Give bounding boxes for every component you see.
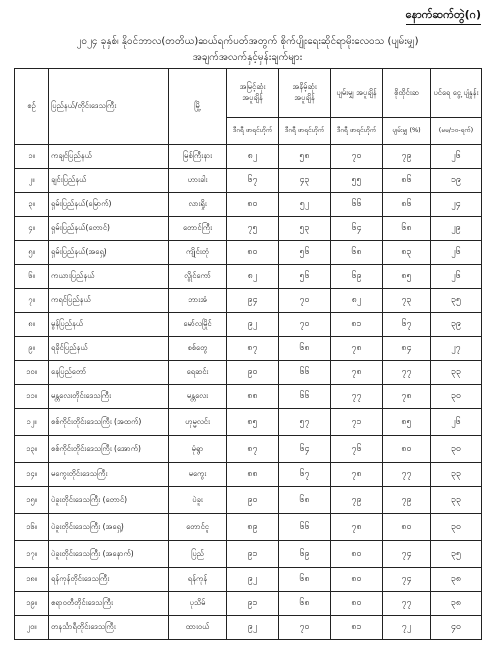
cell-evaporation: ၁၉ — [431, 169, 482, 193]
table-row — [15, 541, 482, 568]
cell-region: ရခိုင်ပြည်နယ် — [49, 337, 169, 361]
cell-humidity: ၇၄ — [383, 541, 431, 568]
cell-max-temp: ၈၇ — [227, 337, 279, 361]
table-row — [15, 337, 482, 361]
cell-min-temp: ၅၂ — [279, 193, 331, 217]
table-row — [15, 568, 482, 592]
unit-evaporation: (မမ/၁၀-ရက်) — [431, 118, 482, 145]
cell-max-temp: ၈၇ — [227, 436, 279, 463]
cell-region: စစ်ကိုင်းတိုင်းဒေသကြီး (အထက်) — [49, 409, 169, 436]
cell-avg-temp: ၇၆ — [331, 436, 383, 463]
cell-min-temp: ၆၉ — [279, 541, 331, 568]
cell-region: မန္တလေးတိုင်းဒေသကြီး — [49, 385, 169, 409]
annex-label: နောက်ဆက်တွဲ(ဂ) — [406, 8, 481, 25]
unit-max-temp: ဒီဂရီ ဖာရင်ဟိုက် — [227, 118, 279, 145]
cell-evaporation: ၃၈ — [431, 568, 482, 592]
cell-max-temp: ၈၈ — [227, 463, 279, 487]
cell-humidity: ၇၈ — [383, 385, 431, 409]
table-row — [15, 169, 482, 193]
table-row — [15, 592, 482, 616]
cell-region: ပဲခူးတိုင်းဒေသကြီး (အရှေ့) — [49, 514, 169, 541]
header-region: ပြည်နယ်/တိုင်းဒေသကြီး — [49, 69, 169, 145]
document-title: ၂၀၂၄ ခုနှစ်၊ နိုဝင်ဘာလ(တတိယ)ဆယ်ရက်ပတ်အတွက် စိုက်ပျိုးရေးဆိုင်ရာမိုးလေဝသ (ပျမ်းမျှ) — [76, 36, 419, 47]
table-row — [15, 145, 482, 169]
cell-evaporation: ၄၀ — [431, 616, 482, 640]
cell-avg-temp: ၈၀ — [331, 592, 383, 616]
header-evaporation: ပင်ရေ ငွေ့ ပျံနှုန်း — [431, 69, 482, 118]
table-row — [15, 616, 482, 640]
cell-humidity: ၈၄ — [383, 337, 431, 361]
cell-humidity: ၆၈ — [383, 217, 431, 241]
cell-evaporation: ၃၃ — [431, 487, 482, 514]
cell-avg-temp: ၈၀ — [331, 568, 383, 592]
cell-city: ပြည် — [169, 541, 227, 568]
cell-avg-temp: ၇၈ — [331, 361, 383, 385]
cell-evaporation: ၂၆ — [431, 409, 482, 436]
cell-evaporation: ၃၅ — [431, 289, 482, 313]
cell-city: ဘားအံ — [169, 289, 227, 313]
cell-region: မကွေးတိုင်းဒေသကြီး — [49, 463, 169, 487]
table-row — [15, 241, 482, 265]
cell-max-temp: ၉၁ — [227, 541, 279, 568]
cell-max-temp: ၉၂ — [227, 616, 279, 640]
cell-city: မော်လမြိုင် — [169, 313, 227, 337]
cell-humidity: ၇၉ — [383, 487, 431, 514]
cell-no: ၁။ — [15, 145, 49, 169]
cell-humidity: ၇၇ — [383, 463, 431, 487]
cell-region: မွန်ပြည်နယ် — [49, 313, 169, 337]
cell-max-temp: ၈၈ — [227, 385, 279, 409]
cell-min-temp: ၇၀ — [279, 289, 331, 313]
cell-no: ၁၀။ — [15, 361, 49, 385]
cell-no: ၁၉။ — [15, 592, 49, 616]
header-min-temp: အနိမ့်ဆုံး အပူချိန် — [279, 69, 331, 118]
table-row — [15, 409, 482, 436]
table-row — [15, 193, 482, 217]
cell-evaporation: ၂၉ — [431, 217, 482, 241]
cell-min-temp: ၆၈ — [279, 568, 331, 592]
cell-city: ရန်ကုန် — [169, 568, 227, 592]
cell-evaporation: ၃၀ — [431, 514, 482, 541]
table-row — [15, 436, 482, 463]
header-max-temp: အမြင့်ဆုံး အပူချိန် — [227, 69, 279, 118]
header-avg-temp: ပျမ်းမျှ အပူချိန် — [331, 69, 383, 118]
cell-humidity: ၈၆ — [383, 169, 431, 193]
cell-region: ကရင်ပြည်နယ် — [49, 289, 169, 313]
header-humidity: စိုထိုင်းဆ — [383, 69, 431, 118]
table-row — [15, 463, 482, 487]
cell-max-temp: ၉၂ — [227, 568, 279, 592]
table-row — [15, 313, 482, 337]
cell-region: ရှမ်းပြည်နယ်(အရှေ့) — [49, 241, 169, 265]
cell-avg-temp: ၇၉ — [331, 487, 383, 514]
cell-city: လားရှိုး — [169, 193, 227, 217]
cell-region: ပဲခူးတိုင်းဒေသကြီး (အနောက်) — [49, 541, 169, 568]
cell-evaporation: ၃၈ — [431, 592, 482, 616]
table-row — [15, 361, 482, 385]
cell-avg-temp: ၇၀ — [331, 145, 383, 169]
cell-region: ချင်းပြည်နယ် — [49, 169, 169, 193]
cell-humidity: ၇၃ — [383, 289, 431, 313]
cell-no: ၈။ — [15, 313, 49, 337]
cell-max-temp: ၈၂ — [227, 265, 279, 289]
cell-max-temp: ၉၄ — [227, 289, 279, 313]
cell-no: ၁၆။ — [15, 514, 49, 541]
cell-avg-temp: ၆၆ — [331, 193, 383, 217]
cell-city: ကျိုင်းတုံ — [169, 241, 227, 265]
unit-humidity: ပျမ်းမျှ (%) — [383, 118, 431, 145]
unit-min-temp: ဒီဂရီ ဖာရင်ဟိုက် — [279, 118, 331, 145]
cell-evaporation: ၂၆ — [431, 265, 482, 289]
cell-humidity: ၇၉ — [383, 145, 431, 169]
cell-no: ၃။ — [15, 193, 49, 217]
cell-min-temp: ၇၀ — [279, 616, 331, 640]
cell-evaporation: ၂၇ — [431, 337, 482, 361]
cell-max-temp: ၈၅ — [227, 409, 279, 436]
cell-evaporation: ၃၉ — [431, 313, 482, 337]
header-no: စဉ် — [15, 69, 49, 145]
cell-evaporation: ၃၀ — [431, 385, 482, 409]
cell-min-temp: ၆၈ — [279, 592, 331, 616]
table-row — [15, 514, 482, 541]
cell-humidity: ၈၅ — [383, 409, 431, 436]
cell-no: ၄။ — [15, 217, 49, 241]
cell-evaporation: ၂၆ — [431, 241, 482, 265]
cell-humidity: ၇၇ — [383, 592, 431, 616]
cell-humidity: ၇၄ — [383, 568, 431, 592]
cell-min-temp: ၅၇ — [279, 409, 331, 436]
cell-avg-temp: ၇၈ — [331, 463, 383, 487]
cell-region: ရှမ်းပြည်နယ်(မြောက်) — [49, 193, 169, 217]
cell-min-temp: ၆၆ — [279, 385, 331, 409]
table-row — [15, 487, 482, 514]
cell-no: ၁၈။ — [15, 568, 49, 592]
cell-avg-temp: ၆၉ — [331, 265, 383, 289]
cell-humidity: ၈၀ — [383, 514, 431, 541]
cell-humidity: ၈၀ — [383, 436, 431, 463]
cell-avg-temp: ၇၈ — [331, 514, 383, 541]
cell-region: စစ်ကိုင်းတိုင်းဒေသကြီး (အောက်) — [49, 436, 169, 463]
cell-city: မြစ်ကြီးနား — [169, 145, 227, 169]
cell-max-temp: ၈၂ — [227, 145, 279, 169]
cell-min-temp: ၆၈ — [279, 337, 331, 361]
cell-min-temp: ၆၆ — [279, 514, 331, 541]
cell-humidity: ၇၇ — [383, 361, 431, 385]
cell-max-temp: ၈၉ — [227, 514, 279, 541]
cell-no: ၂၀။ — [15, 616, 49, 640]
weather-table — [14, 68, 482, 640]
cell-humidity: ၆၇ — [383, 313, 431, 337]
cell-city: ထားဝယ် — [169, 616, 227, 640]
cell-evaporation: ၂၆ — [431, 145, 482, 169]
cell-min-temp: ၅၆ — [279, 241, 331, 265]
cell-avg-temp: ၈၁ — [331, 616, 383, 640]
cell-evaporation: ၃၀ — [431, 436, 482, 463]
cell-min-temp: ၆၆ — [279, 361, 331, 385]
cell-avg-temp: ၇၇ — [331, 385, 383, 409]
cell-min-temp: ၅၈ — [279, 145, 331, 169]
cell-region: ကချင်ပြည်နယ် — [49, 145, 169, 169]
cell-max-temp: ၉၂ — [227, 313, 279, 337]
cell-no: ၁၄။ — [15, 463, 49, 487]
cell-region: ရန်ကုန်တိုင်းဒေသကြီး — [49, 568, 169, 592]
cell-max-temp: ၈၀ — [227, 241, 279, 265]
table-body — [15, 145, 482, 640]
cell-region: တနင်္သာရီတိုင်းဒေသကြီး — [49, 616, 169, 640]
table-row — [15, 265, 482, 289]
cell-city: မုံရွာ — [169, 436, 227, 463]
cell-avg-temp: ၈၂ — [331, 289, 383, 313]
cell-avg-temp: ၈၀ — [331, 541, 383, 568]
cell-max-temp: ၉၁ — [227, 592, 279, 616]
cell-humidity: ၈၃ — [383, 241, 431, 265]
cell-no: ၇။ — [15, 289, 49, 313]
cell-min-temp: ၅၆ — [279, 265, 331, 289]
cell-min-temp: ၄၃ — [279, 169, 331, 193]
cell-humidity: ၈၅ — [383, 265, 431, 289]
cell-evaporation: ၃၅ — [431, 541, 482, 568]
cell-max-temp: ၉၀ — [227, 487, 279, 514]
cell-region: နေပြည်တော် — [49, 361, 169, 385]
cell-avg-temp: ၈၁ — [331, 313, 383, 337]
cell-city: ဟားခါး — [169, 169, 227, 193]
cell-region: ပဲခူးတိုင်းဒေသကြီး (တောင်) — [49, 487, 169, 514]
cell-min-temp: ၆၇ — [279, 463, 331, 487]
cell-city: ရေဆင်း — [169, 361, 227, 385]
cell-city: မကွေး — [169, 463, 227, 487]
cell-avg-temp: ၆၈ — [331, 241, 383, 265]
cell-min-temp: ၇၀ — [279, 313, 331, 337]
cell-no: ၁၃။ — [15, 436, 49, 463]
cell-city: လွိုင်ကော် — [169, 265, 227, 289]
cell-max-temp: ၈၀ — [227, 193, 279, 217]
cell-city: တောင်ကြီး — [169, 217, 227, 241]
header-city: မြို့ — [169, 69, 227, 145]
cell-avg-temp: ၅၅ — [331, 169, 383, 193]
document-subtitle: အချက်အလက်နှင့်မှန်းချက်များ — [192, 52, 303, 63]
cell-evaporation: ၃၃ — [431, 463, 482, 487]
cell-max-temp: ၇၅ — [227, 217, 279, 241]
cell-min-temp: ၆၄ — [279, 436, 331, 463]
cell-evaporation: ၃၃ — [431, 361, 482, 385]
cell-city: မန္တလေး — [169, 385, 227, 409]
cell-no: ၂။ — [15, 169, 49, 193]
cell-min-temp: ၆၈ — [279, 487, 331, 514]
cell-no: ၁၁။ — [15, 385, 49, 409]
cell-min-temp: ၅၃ — [279, 217, 331, 241]
cell-avg-temp: ၇၁ — [331, 409, 383, 436]
cell-max-temp: ၆၇ — [227, 169, 279, 193]
cell-city: တောင်ငူ — [169, 514, 227, 541]
cell-no: ၅။ — [15, 241, 49, 265]
cell-evaporation: ၂၄ — [431, 193, 482, 217]
cell-avg-temp: ၇၈ — [331, 337, 383, 361]
cell-city: ပုသိမ် — [169, 592, 227, 616]
cell-city: ဟုမ္မလင်း — [169, 409, 227, 436]
cell-no: ၉။ — [15, 337, 49, 361]
cell-region: ဧရာဝတီတိုင်းဒေသကြီး — [49, 592, 169, 616]
cell-no: ၁၇။ — [15, 541, 49, 568]
unit-avg-temp: ဒီဂရီ ဖာရင်ဟိုက် — [331, 118, 383, 145]
cell-no: ၆။ — [15, 265, 49, 289]
cell-region: ကယားပြည်နယ် — [49, 265, 169, 289]
cell-max-temp: ၉၀ — [227, 361, 279, 385]
cell-avg-temp: ၆၄ — [331, 217, 383, 241]
table-row — [15, 289, 482, 313]
cell-region: ရှမ်းပြည်နယ်(တောင်) — [49, 217, 169, 241]
cell-humidity: ၇၂ — [383, 616, 431, 640]
table-row — [15, 385, 482, 409]
cell-city: စစ်တွေ — [169, 337, 227, 361]
table-row — [15, 217, 482, 241]
cell-humidity: ၈၆ — [383, 193, 431, 217]
cell-no: ၁၅။ — [15, 487, 49, 514]
cell-city: ပဲခူး — [169, 487, 227, 514]
cell-no: ၁၂။ — [15, 409, 49, 436]
